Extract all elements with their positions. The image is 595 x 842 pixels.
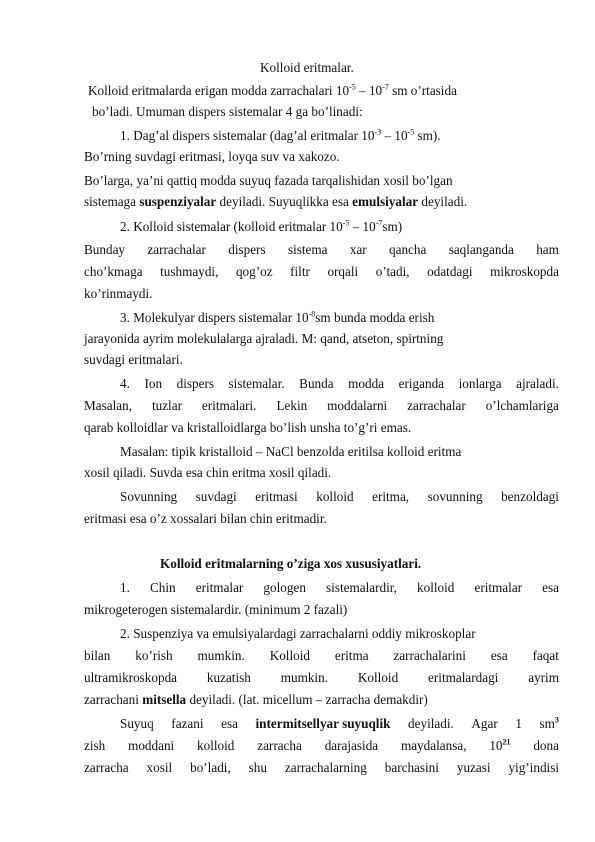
prop2-line-2: bilan ko’rish mumkin. Kolloid eritma zarrachalarini esa faqat: [84, 648, 559, 663]
susp-line-1: Bo’larga, ya’ni qattiq modda suyuq fazada tarqalishidan xosil bo’lgan: [84, 173, 453, 188]
prop1-line-1: 1. Chin eritmalar gologen sistemalardir, kolloid eritmalar esa: [120, 580, 559, 595]
masalan-line-1: Masalan: tipik kristalloid – NaCl benzolda eritilsa kolloid eritma: [120, 444, 462, 459]
suyuq-line-1: Suyuq fazani esa intermitsellyar suyuqlik deyiladi. Agar 1 $sm^3$: [120, 715, 559, 731]
prop2-line-3: ultramikroskopda kuzatish mumkin. Kolloid eritmalardagi ayrim: [84, 670, 559, 685]
intro-line-1: Kolloid eritmalarda erigan modda zarrachalari $10^{-5} - 10^{-7}$ sm o’rtasida: [88, 82, 457, 98]
term-suspenziyalar: suspenziyalar: [139, 194, 217, 209]
susp-line-2: sistemaga suspenziyalar deyiladi. Suyuqlikka esa emulsiyalar deyiladi.: [84, 194, 468, 209]
item3-line-3: suvdagi eritmalari.: [84, 352, 183, 367]
item1-line-1: 1. Dag’al dispers sistemalar (dag’al eritmalar $10^{-3} - 10^{-5}$ sm).: [120, 127, 441, 143]
intro-line-2: bo’ladi. Umuman dispers sistemalar 4 ga bo’linadi:: [92, 104, 363, 119]
term-intermitsellyar: intermitsellyar suyuqlik: [255, 716, 391, 731]
prop1-line-2: mikrogeterogen sistemalardir. (minimum 2 fazali): [84, 602, 348, 617]
item2-line-3: cho’kmaga tushmaydi, qog’oz filtr orqali o’tadi, odatdagi mikroskopda: [84, 264, 559, 279]
item3-line-1: 3. Molekulyar dispers sistemalar $10^{-8}sm$ bunda modda erish: [120, 309, 435, 325]
prop2-line-1: 2. Suspenziya va emulsiyalardagi zarrachalarni oddiy mikroskoplar: [120, 626, 476, 641]
prop2-line-4: zarrachani mitsella deyiladi. (lat. micellum – zarracha demakdir): [84, 692, 428, 707]
sovun-line-2: eritmasi esa o’z xossalari bilan chin eritmadir.: [84, 511, 327, 526]
masalan-line-2: xosil qiladi. Suvda esa chin eritma xosil qiladi.: [84, 465, 332, 480]
term-mitsella: mitsella: [142, 692, 187, 707]
sovun-line-1: Sovunning suvdagi eritmasi kolloid eritma, sovunning benzoldagi: [120, 489, 559, 504]
term-emulsiyalar: emulsiyalar: [352, 194, 419, 209]
page-title: Kolloid eritmalar.: [260, 60, 354, 75]
item4-line-2: Masalan, tuzlar eritmalari. Lekin moddalarni zarrachalar o’lchamlariga: [84, 398, 559, 413]
item2-line-1: 2. Kolloid sistemalar (kolloid eritmalar $10^{-5} - 10^{-7}sm$): [120, 218, 403, 234]
suyuq-line-2: zish moddani kolloid zarracha darajasida maydalansa, $10^{21}$ dona: [84, 737, 559, 753]
item2-line-2: Bunday zarrachalar dispers sistema xar qancha saqlanganda ham: [84, 242, 559, 257]
item2-line-4: ko’rinmaydi.: [84, 286, 153, 301]
item4-line-3: qarab kolloidlar va kristalloidlarga bo’lish unsha to’g’ri emas.: [84, 420, 412, 435]
item3-line-2: jarayonida ayrim molekulalarga ajraladi. M: qand, atseton, spirtning: [84, 331, 444, 346]
section-subtitle: Kolloid eritmalarning o’ziga xos xususiyatlari.: [160, 556, 422, 571]
suyuq-line-3: zarracha xosil bo’ladi, shu zarrachalarning barchasini yuzasi yig’indisi: [84, 760, 559, 775]
item4-line-1: 4. Ion dispers sistemalar. Bunda modda eriganda ionlarga ajraladi.: [120, 376, 559, 391]
item1-line-2: Bo’rning suvdagi eritmasi, loyqa suv va xakozo.: [84, 149, 340, 164]
